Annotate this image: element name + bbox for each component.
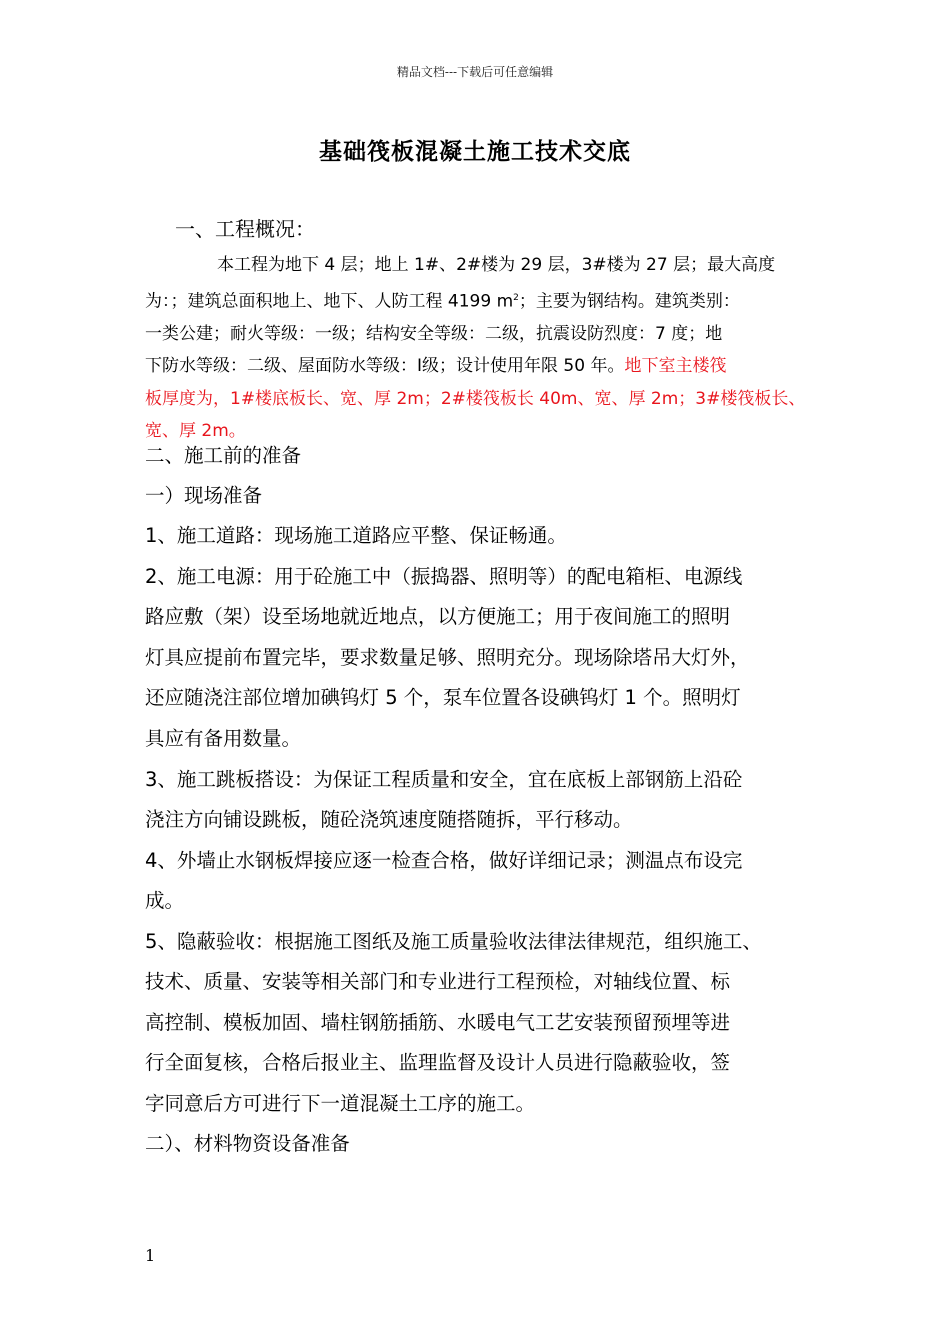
overview-line-4a: 下防水等级：二级、屋面防水等级：Ⅰ级；设计使用年限 50 年。 — [145, 356, 625, 377]
overview-line-3: 一类公建；耐火等级：一级；结构安全等级：二级，抗震设防烈度：7 度；地 — [145, 323, 723, 344]
subheading-materials: 二）、材料物资设备准备 — [145, 1132, 350, 1155]
item-2-line-3: 灯具应提前布置完毕，要求数量足够、照明充分。现场除塔吊大灯外， — [145, 646, 750, 669]
item-2-line-4: 还应随浇注部位增加碘钨灯 5 个，泵车位置各设碘钨灯 1 个。照明灯 — [145, 686, 741, 709]
page-number: 1 — [145, 1246, 156, 1265]
item-3-line-2: 浇注方向铺设跳板，随砼浇筑速度随搭随拆，平行移动。 — [145, 808, 633, 831]
overview-line-6-red: 宽、厚 2m。 — [145, 421, 246, 442]
section-heading-overview: 一、工程概况： — [175, 217, 315, 241]
section-heading-preparation: 二、施工前的准备 — [145, 444, 302, 467]
item-5-line-5: 字同意后方可进行下一道混凝土工序的施工。 — [145, 1092, 536, 1115]
subheading-site-preparation: 一）现场准备 — [145, 484, 263, 507]
overview-line-2a: 为：；建筑总面积地上、地下、人防工程 4199 m — [145, 291, 514, 312]
item-4-line-1: 4、外墙止水钢板焊接应逐一检查合格，做好详细记录；测温点布设完 — [145, 849, 743, 872]
item-1-roads: 1、施工道路：现场施工道路应平整、保证畅通。 — [145, 524, 567, 547]
document-title: 基础筏板混凝土施工技术交底 — [319, 139, 631, 165]
header-note: 精品文档---下载后可任意编辑 — [396, 65, 554, 79]
overview-line-2b: ；主要为钢结构。建筑类别： — [518, 291, 740, 312]
superscript-2: 2 — [513, 292, 519, 303]
overview-line-4-red: 地下室主楼筏 — [624, 356, 727, 377]
item-5-line-4: 行全面复核，合格后报业主、监理监督及设计人员进行隐蔽验收，签 — [145, 1051, 731, 1074]
item-4-line-2: 成。 — [145, 889, 185, 912]
item-3-line-1: 3、施工跳板搭设：为保证工程质量和安全，宜在底板上部钢筋上沿砼 — [145, 768, 743, 791]
item-2-line-2: 路应敷（架）设至场地就近地点，以方便施工；用于夜间施工的照明 — [145, 605, 731, 628]
item-2-line-1: 2、施工电源：用于砼施工中（振捣器、照明等）的配电箱柜、电源线 — [145, 565, 743, 588]
overview-line-1: 本工程为地下 4 层；地上 1#、2#楼为 29 层，3#楼为 27 层；最大高度 — [217, 255, 776, 275]
item-5-line-1: 5、隐蔽验收：根据施工图纸及施工质量验收法律法律规范，组织施工、 — [145, 930, 762, 953]
item-2-line-5: 具应有备用数量。 — [145, 727, 302, 750]
overview-paragraph — [145, 249, 825, 448]
item-5-line-2: 技术、质量、安装等相关部门和专业进行工程预检，对轴线位置、标 — [145, 970, 731, 993]
overview-line-5-red: 板厚度为，1#楼底板长、宽、厚 2m；2#楼筏板长 40m、宽、厚 2m；3#楼筏板长、 — [145, 388, 806, 409]
item-5-line-3: 高控制、模板加固、墙柱钢筋插筋、水暖电气工艺安装预留预埋等进 — [145, 1011, 731, 1034]
